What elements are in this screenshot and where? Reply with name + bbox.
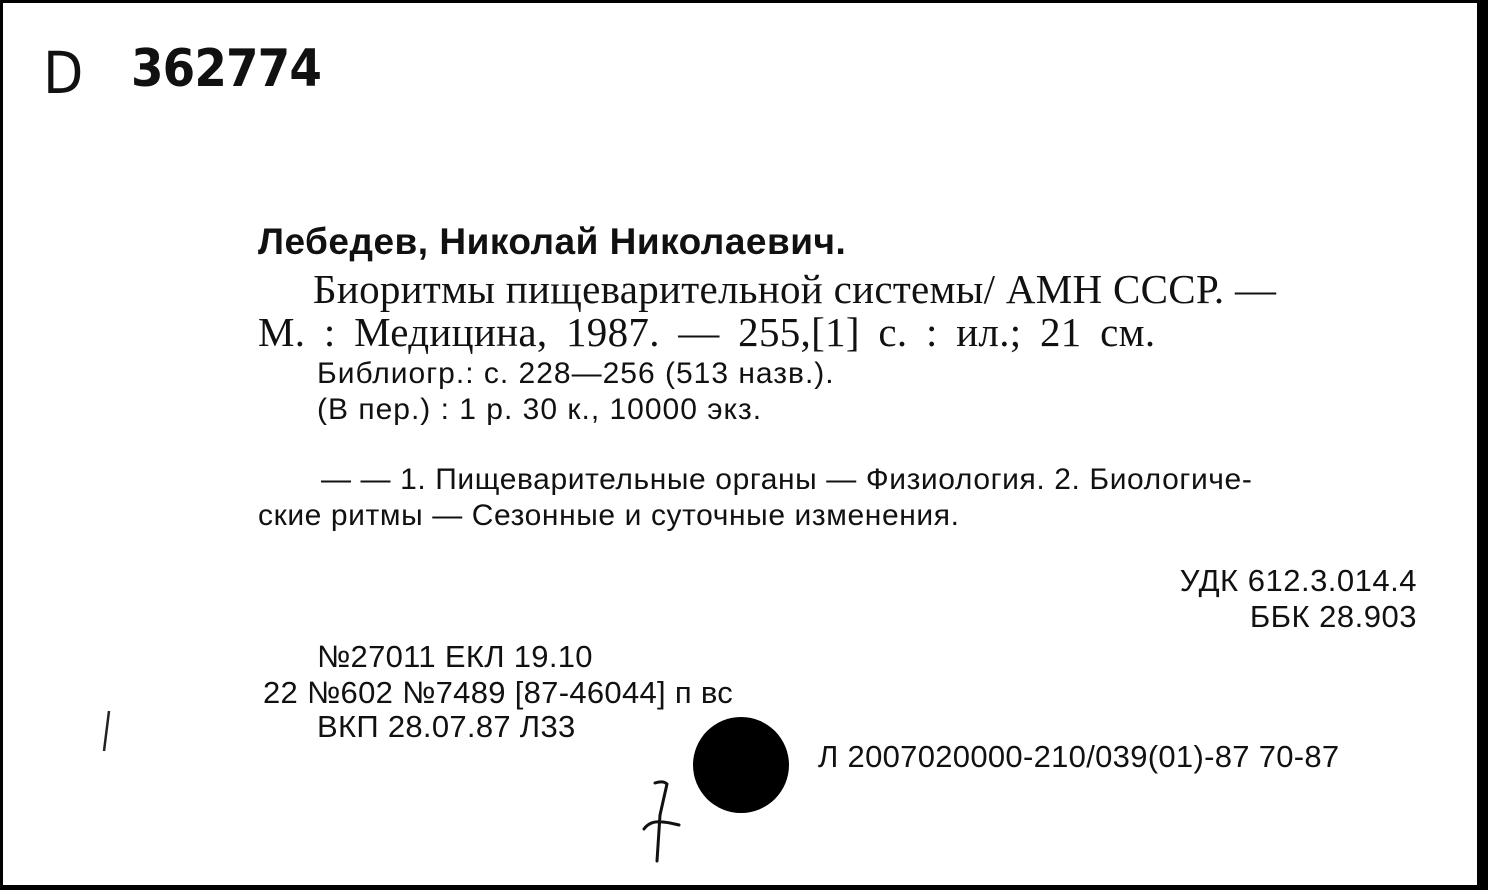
call-number: 362774 <box>131 39 321 99</box>
title-line-2: М. : Медицина, 1987. — 255,[1] с. : ил.; 21 см. <box>258 309 1156 355</box>
subjects-line-2: ские ритмы — Сезонные и суточные изменения. <box>258 499 960 532</box>
subjects-line-1: — — 1. Пищеварительные органы — Физиология. 2. Биологиче- <box>321 463 1253 496</box>
author-heading: Лебедев, Николай Николаевич. <box>258 221 847 262</box>
call-letter: D <box>43 39 83 107</box>
catalog-line-2: 22 №602 №7489 [87-46044] п вс <box>263 675 734 710</box>
bibliography-note: Библиогр.: с. 228—256 (513 назв.). <box>317 357 835 390</box>
udk-code: УДК 612.3.014.4 <box>1179 563 1417 598</box>
catalog-line-1: №27011 ЕКЛ 19.10 <box>317 639 593 674</box>
catalog-line-3: ВКП 28.07.87 Л33 <box>317 709 576 744</box>
catalog-card <box>3 3 1485 887</box>
catalog-code: Л 2007020000-210/039(01)-87 70-87 <box>818 739 1340 774</box>
bbk-code: ББК 28.903 <box>1249 599 1417 634</box>
handwritten-seven <box>644 782 679 861</box>
title-line-1: Биоритмы пищеварительной системы/ АМН СССР. — <box>313 266 1277 312</box>
handwritten-marks <box>3 3 1477 885</box>
pencil-tick <box>104 711 109 751</box>
binding-price-note: (В пер.) : 1 р. 30 к., 10000 экз. <box>317 393 763 426</box>
